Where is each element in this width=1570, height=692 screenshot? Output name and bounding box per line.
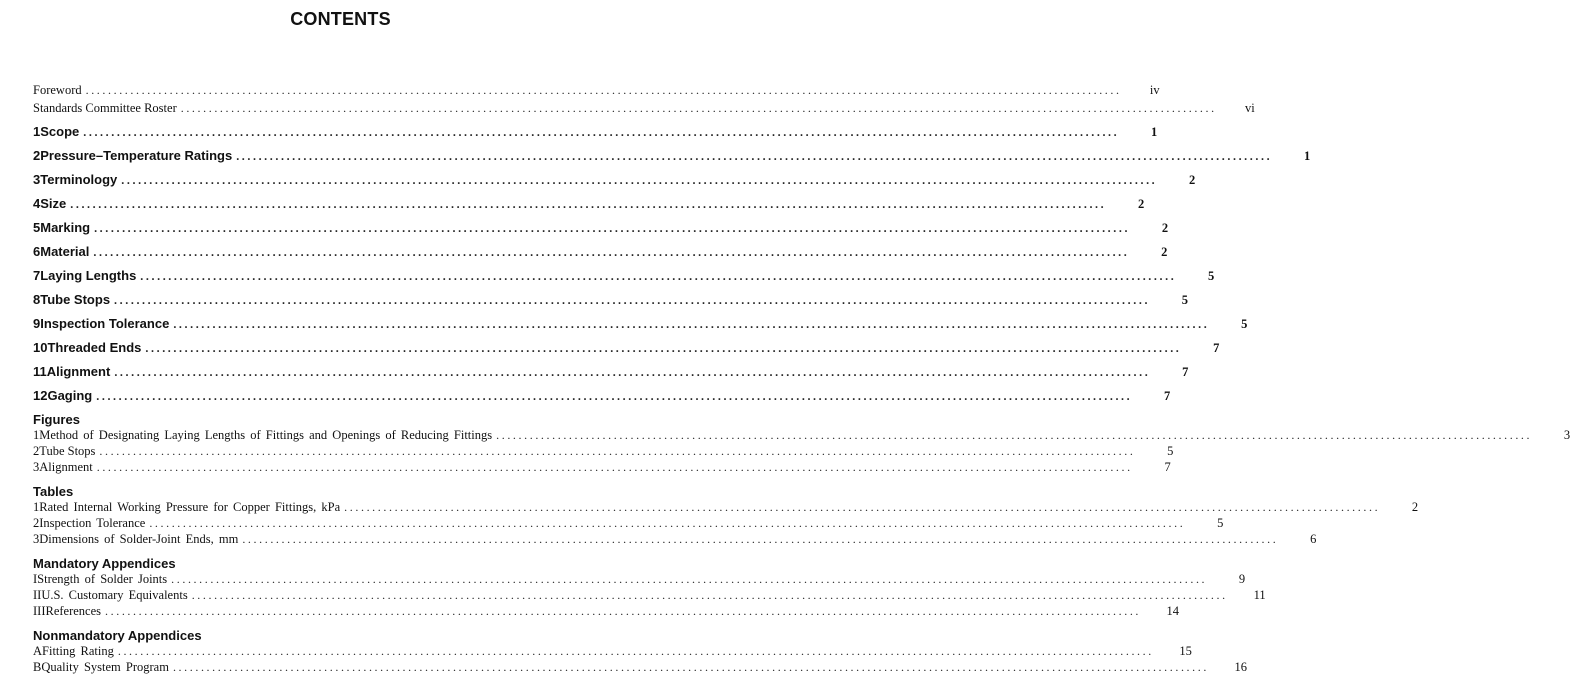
section-label: Terminology bbox=[40, 172, 118, 187]
section-label: Inspection Tolerance bbox=[40, 316, 170, 331]
toc-section-12[interactable] bbox=[33, 388, 1171, 406]
dot-leader: ......................................................................................................................................................................................... bbox=[114, 293, 1151, 307]
page-number: 7 bbox=[1213, 341, 1220, 355]
table-number: 1 bbox=[33, 500, 40, 514]
page-number: 11 bbox=[1253, 588, 1266, 602]
section-number: 11 bbox=[33, 364, 47, 379]
section-number: 12 bbox=[33, 388, 48, 403]
section-label: Gaging bbox=[47, 388, 93, 403]
dot-leader: ......................................................................................................................................................................................... bbox=[83, 125, 1120, 139]
toc-section-11[interactable] bbox=[33, 364, 1189, 382]
toc-appendix-iii[interactable] bbox=[33, 604, 1180, 622]
dot-leader: ......................................................................................................................................................................................... bbox=[191, 588, 1228, 602]
page-number: 2 bbox=[1189, 173, 1196, 187]
table-number: 2 bbox=[33, 516, 40, 530]
table-number: 3 bbox=[33, 532, 40, 546]
toc-table-3[interactable] bbox=[33, 532, 1317, 550]
page-number: 5 bbox=[1217, 516, 1224, 530]
toc-section-3[interactable] bbox=[33, 172, 1196, 190]
dot-leader: ......................................................................................................................................................................................... bbox=[85, 83, 1122, 97]
dot-leader: ......................................................................................................................................................................................... bbox=[180, 101, 1217, 115]
section-label: Threaded Ends bbox=[47, 340, 142, 355]
toc-entry-foreword[interactable] bbox=[33, 83, 1160, 101]
section-number: 9 bbox=[33, 316, 41, 331]
toc-section-4[interactable] bbox=[33, 196, 1145, 214]
dot-leader: ......................................................................................................................................................................................... bbox=[99, 444, 1136, 458]
dot-leader: ......................................................................................................................................................................................... bbox=[496, 428, 1533, 442]
figure-number: 2 bbox=[33, 444, 40, 458]
toc-section-7[interactable] bbox=[33, 268, 1215, 286]
dot-leader: ......................................................................................................................................................................................... bbox=[96, 460, 1133, 474]
section-label: Material bbox=[40, 244, 90, 259]
dot-leader: ......................................................................................................................................................................................... bbox=[114, 365, 1151, 379]
figures-heading: Figures bbox=[33, 412, 80, 427]
appendix-label: Fitting Rating bbox=[42, 644, 114, 658]
dot-leader: ......................................................................................................................................................................................... bbox=[172, 660, 1209, 674]
toc-section-2[interactable] bbox=[33, 148, 1311, 166]
appendix-number: A bbox=[33, 644, 43, 658]
section-label: Alignment bbox=[46, 364, 111, 379]
toc-section-5[interactable] bbox=[33, 220, 1169, 238]
page-number: 2 bbox=[1161, 245, 1168, 259]
dot-leader: ......................................................................................................................................................................................... bbox=[242, 532, 1279, 546]
section-label: Tube Stops bbox=[40, 292, 111, 307]
dot-leader: ......................................................................................................................................................................................... bbox=[140, 269, 1177, 283]
page-number: 2 bbox=[1161, 221, 1169, 235]
dot-leader: ......................................................................................................................................................................................... bbox=[344, 500, 1381, 514]
table-label: Rated Internal Working Pressure for Copper Fittings, kPa bbox=[39, 500, 341, 514]
appendix-number: II bbox=[33, 588, 42, 602]
toc-section-6[interactable] bbox=[33, 244, 1168, 262]
section-number: 10 bbox=[33, 340, 48, 355]
section-number: 8 bbox=[33, 292, 41, 307]
page-number: 2 bbox=[1411, 500, 1419, 514]
appendix-label: References bbox=[45, 604, 102, 618]
page-title: CONTENTS bbox=[290, 9, 391, 29]
toc-section-9[interactable] bbox=[33, 316, 1248, 334]
figure-number: 1 bbox=[33, 428, 40, 442]
page-number: 3 bbox=[1563, 428, 1570, 442]
toc-section-8[interactable] bbox=[33, 292, 1189, 310]
section-label: Scope bbox=[40, 124, 80, 139]
dot-leader: ......................................................................................................................................................................................... bbox=[105, 604, 1142, 618]
dot-leader: ......................................................................................................................................................................................... bbox=[145, 341, 1182, 355]
section-number: 6 bbox=[33, 244, 41, 259]
page-number: iv bbox=[1149, 83, 1160, 97]
section-number: 4 bbox=[33, 196, 41, 211]
appendix-number: I bbox=[33, 572, 38, 586]
dot-leader: ......................................................................................................................................................................................... bbox=[94, 221, 1131, 235]
page-number: 7 bbox=[1164, 460, 1171, 474]
toc-entry-label: Foreword bbox=[33, 83, 82, 97]
figure-label: Method of Designating Laying Lengths of Fittings and Openings of Reducing Fittings bbox=[39, 428, 493, 442]
dot-leader: ......................................................................................................................................................................................... bbox=[171, 572, 1208, 586]
dot-leader: ......................................................................................................................................................................................... bbox=[96, 389, 1133, 403]
section-number: 1 bbox=[33, 124, 41, 139]
page-number: 5 bbox=[1167, 444, 1174, 458]
page-number: 1 bbox=[1151, 125, 1158, 139]
dot-leader: ......................................................................................................................................................................................... bbox=[149, 516, 1186, 530]
section-label: Pressure–Temperature Ratings bbox=[40, 148, 233, 163]
toc-section-10[interactable] bbox=[33, 340, 1220, 358]
section-number: 5 bbox=[33, 220, 41, 235]
page-number: 9 bbox=[1238, 572, 1246, 586]
section-number: 7 bbox=[33, 268, 41, 283]
page-number: 5 bbox=[1181, 293, 1189, 307]
toc-figure-3[interactable] bbox=[33, 460, 1171, 478]
table-label: Dimensions of Solder-Joint Ends, mm bbox=[39, 532, 239, 546]
page-number: vi bbox=[1245, 101, 1255, 115]
page-number: 7 bbox=[1164, 389, 1171, 403]
dot-leader: ......................................................................................................................................................................................... bbox=[121, 173, 1158, 187]
page-number: 1 bbox=[1303, 149, 1311, 163]
dot-leader: ......................................................................................................................................................................................... bbox=[173, 317, 1210, 331]
page-number: 6 bbox=[1310, 532, 1317, 546]
toc-entry-committee-roster[interactable] bbox=[33, 101, 1255, 119]
appendix-label: Strength of Solder Joints bbox=[37, 572, 168, 586]
appendix-label: Quality System Program bbox=[41, 660, 169, 674]
appendix-label: U.S. Customary Equivalents bbox=[41, 588, 188, 602]
page-number: 16 bbox=[1234, 660, 1247, 674]
page-number: 5 bbox=[1208, 269, 1215, 283]
toc-appendix-b[interactable] bbox=[33, 660, 1247, 678]
section-number: 2 bbox=[33, 148, 41, 163]
section-label: Marking bbox=[40, 220, 91, 235]
figure-label: Alignment bbox=[39, 460, 93, 474]
page-number: 7 bbox=[1182, 365, 1189, 379]
section-label: Laying Lengths bbox=[40, 268, 137, 283]
nonmandatory-appendices-heading: Nonmandatory Appendices bbox=[33, 628, 202, 643]
dot-leader: ......................................................................................................................................................................................... bbox=[236, 149, 1273, 163]
page-number: 14 bbox=[1166, 604, 1180, 618]
dot-leader: ......................................................................................................................................................................................... bbox=[93, 245, 1130, 259]
dot-leader: ......................................................................................................................................................................................... bbox=[70, 197, 1107, 211]
figure-number: 3 bbox=[33, 460, 40, 474]
appendix-number: B bbox=[33, 660, 42, 674]
mandatory-appendices-heading: Mandatory Appendices bbox=[33, 556, 176, 571]
tables-heading: Tables bbox=[33, 484, 74, 499]
page-number: 15 bbox=[1179, 644, 1192, 658]
figure-label: Tube Stops bbox=[39, 444, 96, 458]
section-label: Size bbox=[40, 196, 67, 211]
appendix-number: III bbox=[33, 604, 46, 618]
section-number: 3 bbox=[33, 172, 41, 187]
page-number: 2 bbox=[1138, 197, 1145, 211]
table-label: Inspection Tolerance bbox=[39, 516, 146, 530]
page-number: 5 bbox=[1241, 317, 1248, 331]
toc-section-1[interactable] bbox=[33, 124, 1158, 142]
toc-entry-label: Standards Committee Roster bbox=[33, 101, 177, 115]
dot-leader: ......................................................................................................................................................................................... bbox=[117, 644, 1154, 658]
